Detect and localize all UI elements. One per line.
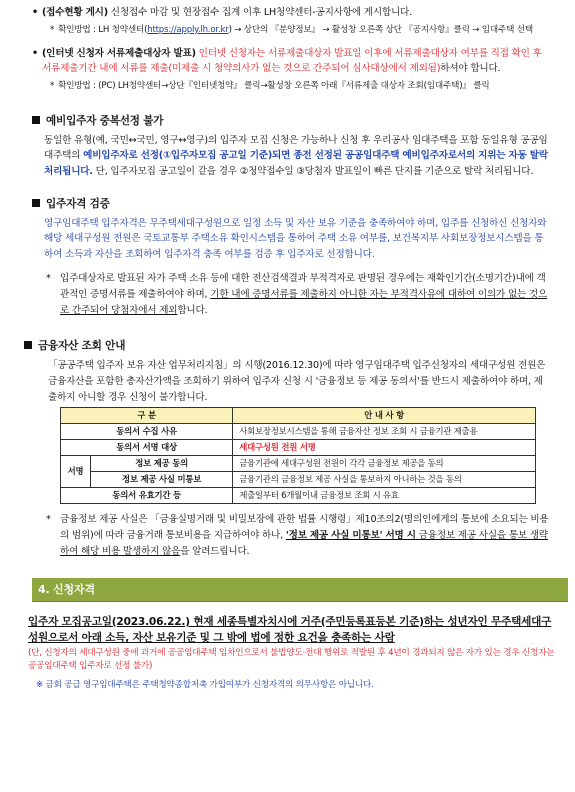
- eligibility-section: [10, 578, 565, 693]
- section-heading: [24, 338, 565, 354]
- lh-apply-link[interactable]: https://apply.lh.or.kr: [147, 24, 229, 35]
- table-row: [61, 456, 536, 472]
- docs-notice-tail: 하셔야 합니다.: [440, 63, 501, 75]
- table-key: 동의서 유효기간 등: [61, 488, 233, 504]
- duplicate-section: [10, 113, 565, 180]
- finance-note-2: '정보 제공 사실 미통보' 서명 시: [285, 530, 416, 542]
- verify-note-2: 기한 내에 증명서류를 제출하지 아니한 자는 부적격사유에 대하여 이의가 없는 것으로 간주되어 당첨자에서 제외: [60, 288, 548, 316]
- section-heading: [32, 196, 565, 212]
- finance-note-1: 금융정보 제공 사실은 「금융실명거래 및 비밀보장에 관한 법률 시행령」제10조의2(명의인에게의 통보에 소요되는 비용의 범위)에 따라 금융거래 통보비용을 지급하여야 하나,: [60, 514, 549, 542]
- table-value: 금융기관에 세대구성원 전원이 각각 금융정보 제공을 동의: [233, 456, 536, 472]
- finance-note-4: 을 알려드립니다.: [180, 546, 250, 558]
- duplicate-paragraph: [10, 133, 565, 180]
- square-bullet-icon: [32, 116, 40, 124]
- docs-check-method: [10, 80, 565, 93]
- check-method-prefix: 확인방법 : LH 청약센터(: [58, 24, 148, 35]
- eligibility-savings-note: ※ 금회 공급 영구임대주택은 주택청약종합저축 가입여부가 신청자격의 의무사항은 아닙니다.: [36, 680, 374, 691]
- table-value: 사회보장정보시스템을 통해 금융자산 정보 조회 시 금융기관 제출용: [233, 424, 536, 440]
- asterisk: *: [46, 272, 51, 284]
- asterisk: *: [50, 24, 55, 35]
- table-key-sign: 서명: [61, 456, 91, 488]
- finance-section: [10, 338, 565, 559]
- table-row: [61, 408, 536, 424]
- docs-notice-text: [10, 47, 565, 77]
- table-key: 동의서 서명 대상: [61, 440, 233, 456]
- docs-notice-block: [10, 47, 565, 93]
- table-head-guide: 안 내 사 항: [233, 408, 536, 424]
- table-key: 동의서 수집 사유: [61, 424, 233, 440]
- duplicate-heading: 예비입주자 중복선정 불가: [46, 115, 164, 128]
- square-bullet-icon: [24, 341, 32, 349]
- eligibility-main-text: 입주자 모집공고일(2023.06.22.) 현재 세종특별자치시에 거주(주민등록표등본 기준)하는 성년자인 무주택세대구성원으로서 아래 소득, 자산 보유기준 및 그 밖에 법에 정한 요건을 충족하는 사람: [28, 615, 552, 645]
- table-row: [61, 440, 536, 456]
- docs-check-method-text: 확인방법 : (PC) LH청약센터→상단『인터넷청약』 클릭→활성창 오른쪽 아래『서류제출 대상자 조회(임대주택)』 클릭: [58, 80, 490, 91]
- table-row: [61, 472, 536, 488]
- finance-heading: 금융자산 조회 안내: [38, 340, 126, 353]
- table-value: 제출일부터 6개월이내 금융정보 조회 시 유효: [233, 488, 536, 504]
- table-key: 정보 제공 사실 미통보: [91, 472, 233, 488]
- status-notice-title: (접수현황 게시): [42, 7, 108, 18]
- dup-text-1: 동일한 유형(예, 국민↔국민, 영구↔영구)의 입주자 모집 신청은 가능하나 신청 후 우리공사 임대주택을 포함 동일유형 공공임대주택의: [44, 134, 548, 162]
- finance-paragraph: 「공공주택 입주자 보유 자산 업무처리지침」의 시행(2016.12.30)에 따라 영구임대주택 입주신청자의 세대구성원 전원은 금융자산을 포함한 총자산가액을 조회하기 위하여 입주자 신청 시 '금융정보 등 제공 동의서'를 반드시 제출하여야 하며, 제출하지 아니할 경우 신청이 불가합니다.: [48, 359, 546, 403]
- table-head-category: 구 분: [61, 408, 233, 424]
- verify-heading: 입주자격 검증: [46, 198, 110, 211]
- finance-note-3: 금융정보 제공 사실을 통보 생략하여 해당 비용 발생하지 않음: [60, 530, 548, 558]
- square-bullet-icon: [32, 199, 40, 207]
- docs-notice-title: (인터넷 신청자 서류제출대상자 발표): [42, 48, 196, 60]
- bullet: •: [32, 48, 38, 60]
- status-check-method: [10, 24, 565, 37]
- bullet: •: [32, 7, 38, 18]
- section-heading: [32, 113, 565, 129]
- verify-section: [10, 196, 565, 318]
- table-value: 세대구성원 전원 서명: [233, 440, 536, 456]
- status-notice-block: [10, 6, 565, 37]
- eligibility-red-note: (단, 신청자의 세대구성원 중에 과거에 공공임대주택 임차인으로서 불법양도·전대 행위로 적발된 후 4년이 경과되지 않은 자가 있는 경우 신청자는 공공임대주택 입주자로 선정 불가): [28, 647, 555, 672]
- section-4-header: 4. 신청자격: [32, 578, 568, 602]
- verify-paragraph: 영구임대주택 입주자격은 무주택세대구성원으로 일정 소득 및 자산 보유 기준을 충족하여야 하며, 입주를 신청하신 신청자와 해당 세대구성원 전원은 국토교통부 주택소유 확인시스템을 통하여 주택 소유 여부를, 보건복지부 사회보장정보시스템을 통하여 소득과 자산을 조회하여 입주자격 충족 여부를 검증 후 입주자로 선정합니다.: [44, 217, 547, 261]
- status-notice-text: [10, 6, 565, 21]
- table-key: 정보 제공 동의: [91, 456, 233, 472]
- table-row: [61, 488, 536, 504]
- dup-text-2: 예비입주자로 선정(①입주자모집 공고일 기준)되면 종전 선정된 공공임대주택 예비입주자로서의 지위는 자동 탈락 처리됩니다.: [44, 150, 548, 178]
- status-notice-body: 신청접수 마감 및 현장접수 집계 이후 LH청약센터-공지사항에 게시합니다.: [107, 7, 412, 18]
- dup-text-3: 단, 입주자모집 공고일이 같을 경우 ②청약접수일 ③당첨자 발표일이 빠른 단지를 기준으로 탈락 처리됩니다.: [92, 166, 534, 178]
- table-row: [61, 424, 536, 440]
- verify-note-3: 합니다.: [177, 304, 208, 316]
- asterisk: *: [46, 514, 51, 526]
- check-method-suffix: ) → 상단의 『분양정보』 → 활성창 오른쪽 상단 『공지사항』클릭 → 임대주택 선택: [228, 24, 533, 35]
- verify-note-1: 입주대상자로 발표된 자가 주택 소유 등에 대한 전산검색결과 부적격자로 판명된 경우에는 재확인기간(소명기간)내에 객관적인 증명서류를 제출하여야 하며,: [60, 272, 546, 300]
- finance-note: [10, 512, 565, 559]
- table-value: 금융기관의 금융정보 제공 사실을 통보하지 아니하는 것을 동의: [233, 472, 536, 488]
- verify-note: [10, 271, 565, 318]
- asterisk: *: [50, 80, 55, 91]
- docs-notice-red: 인터넷 신청자는 서류제출대상자 발표일 이후에 서류제출대상자 여부를 직접 확인 후 서류제출기간 내에 서류를 제출(미제출 시 청약의사가 없는 것으로 간주되어 심사대상에서 제외됨): [42, 48, 542, 75]
- finance-table: [60, 407, 536, 504]
